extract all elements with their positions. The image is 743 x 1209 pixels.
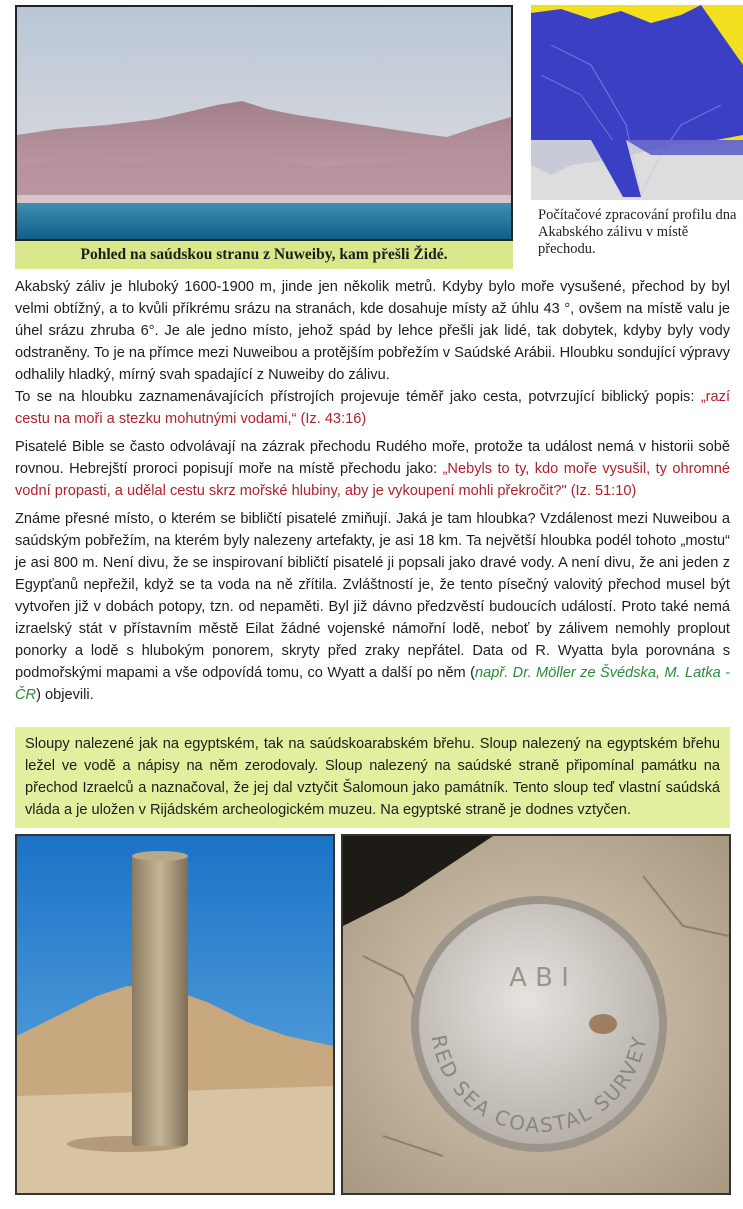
paragraph-text: Známe přesné místo, o kterém se bibličtí pisatelé zmiňují. Jaká je tam hloubka? Vzdálenost mezi Nuweibou a saúdským pobřežím, na kterém byly nalezeny artefakty, je asi 18 km. Ta největší hloubka podél tohoto „mostu“ je asi 800 m. Není divu, že se inspirovaní bibličtí pisatelé ji popsali jako dravé vody. A není divu, že ani jeden z Egypťanů nepřežil, když se ta voda na ně zřítila. Zvláštností je, že tento písečný valovitý přechod musel být vytvořen již v dobách potopy, tzn. od nepaměti. Byl již dávno předzvěstí budoucích událostí. Proto také nemá izraelský stát v přístavním městě Eilat žádné vojenské námořní lodě, neboť by zálivem nemohly proplout ponorky a lodě s hlubokým ponorem, skryty před zraky nepřátel. Data od R. Wyatta byla porovnána s podmořskými mapami a vše odpovídá tomu, co Wyatt a další po něm (	[15, 511, 730, 681]
seabed-profile-image	[531, 5, 743, 200]
photo-column	[15, 834, 335, 1195]
marker-text-survey: SURVEY	[589, 1033, 652, 1117]
paragraph-end: ) objevili.	[36, 687, 94, 703]
reference-names: např. Dr. Möller ze Švédska, M. Latka - ČR	[15, 665, 730, 703]
paragraph-location	[15, 508, 730, 706]
paragraph-depth: Akabský záliv je hluboký 1600-1900 m, jinde jen několik metrů. Kdyby bylo moře vysušené, přechod by byl velmi obtížný, a to kvůli příkrému srázu na stranách, kde dosahuje místy až úhlu 43 °, ovšem na místě valu je úhel srázu zhruba 6°. Je ale jedno místo, jehož spád by lehce přešli jak lidé, tak dobytek, kdyby byly vody odstraněny. To je na přímce mezi Nuweibou a protějším pobřežím v Saúdské Arábii. Hloubku sondující výpravy odhalily hladký, mírný svah spadající z Nuweiby do zálivu.	[15, 279, 730, 383]
marker-center-letters: A B I	[509, 963, 569, 993]
marker-text-red-sea: RED SEA	[426, 1032, 497, 1123]
paragraph-text: Pisatelé Bible se často odvolávají na zázrak přechodu Rudého moře, protože ta událost nemá v historii sobě rovnou. Hebrejští proroci popisují moře na místě přechodu jako:	[15, 439, 730, 477]
bible-quote: „Nebyls to ty, kdo moře vysušil, ty ohromné vodní propasti, a udělal cestu skrz mořské hlubiny, aby je vykoupení mohli překročit?" (Iz. 51:10)	[15, 461, 730, 499]
photo-survey-marker	[341, 834, 731, 1195]
paragraph-instruments	[15, 386, 730, 430]
paragraph-prophets	[15, 436, 730, 502]
columns-note-text: Sloupy nalezené jak na egyptském, tak na saúdskoarabském břehu. Sloup nalezený na egyptském břehu ležel ve vodě a nápisy na něm zerodovaly. Sloup nalezený na saúdské straně připomínal památku na přechod Izraelců a naznačoval, že jej dal vztyčit Šalomoun jako památník. Tento sloup teď vlastní saúdská vláda a je uložen v Rijádském archeologickém muzeu. Na egyptské straně je dodnes vztyčen.	[25, 736, 720, 818]
photo-caption: Pohled na saúdskou stranu z Nuweiby, kam přešli Židé.	[15, 241, 513, 269]
photo-nuweiba-view	[15, 5, 513, 241]
columns-note-box	[15, 727, 730, 828]
marker-text-coastal: COASTAL	[491, 1100, 597, 1138]
profile-caption: Počítačové zpracování profilu dna Akabského zálivu v místě přechodu.	[538, 207, 737, 257]
paragraph-text: To se na hloubku zaznamenávajících přístrojích projevuje téměř jako cesta, potvrzující biblický popis:	[15, 389, 701, 405]
bible-quote: „razí cestu na moři a stezku mohutnými vodami,“ (Iz. 43:16)	[15, 389, 730, 427]
